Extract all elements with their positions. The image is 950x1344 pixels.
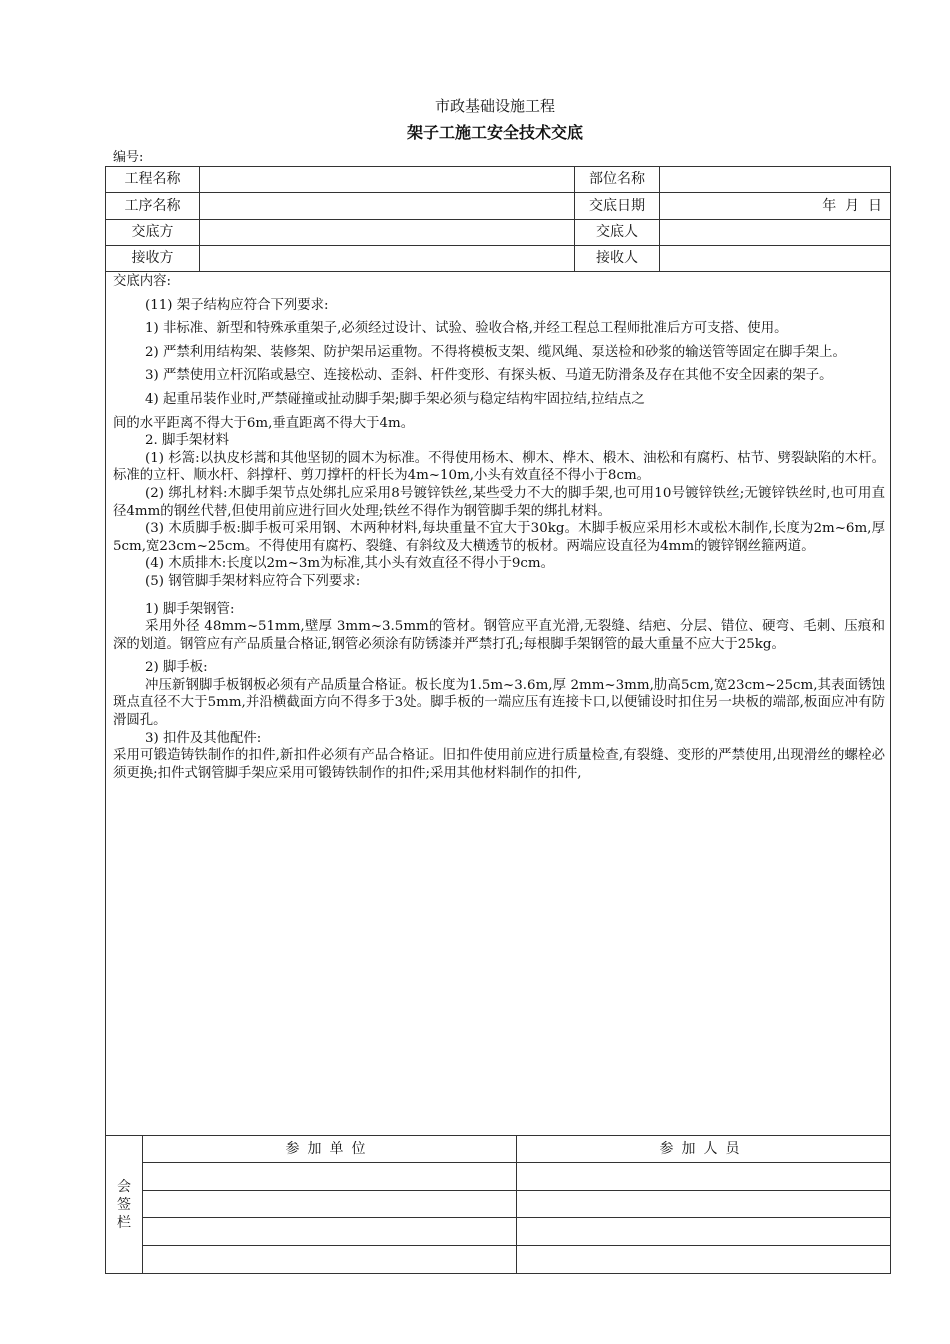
content-paragraph: 1) 非标准、新型和特殊承重架子,必须经过设计、试验、验收合格,并经工程总工程师批准后方可支搭、使用。 xyxy=(145,321,788,337)
process-name-label: 工序名称 xyxy=(124,198,181,214)
signoff-row-divider xyxy=(142,1217,891,1218)
signoff-side-label xyxy=(106,1136,142,1273)
content-paragraph: 3) 严禁使用立杆沉陷或悬空、连接松动、歪斜、杆件变形、有探头板、马道无防滑条及存在其他不安全因素的架子。 xyxy=(145,368,833,384)
signoff-row-divider xyxy=(142,1162,891,1163)
document-title: 架子工施工安全技术交底 xyxy=(406,123,583,142)
content-paragraph: (2) 绑扎材料:木脚手架节点处绑扎应采用8号镀锌铁丝,某些受力不大的脚手架,也可用10号镀锌铁丝;无镀锌铁丝时,也可用直径4mm的钢丝代替,但使用前应进行回火处理;铁丝不得作为钢管脚手架的绑扎材料。 xyxy=(113,485,885,519)
part-name-value[interactable] xyxy=(660,166,890,192)
signoff-side-char: 栏 xyxy=(117,1214,131,1231)
handover-person-value[interactable] xyxy=(660,219,890,245)
handover-party-value[interactable] xyxy=(200,219,574,245)
content-body xyxy=(113,273,885,782)
date-label: 交底日期 xyxy=(589,198,645,214)
signoff-side-char: 签 xyxy=(117,1196,131,1213)
content-paragraph: (3) 木质脚手板:脚手板可采用钢、木两种材料,每块重量不宜大于30kg。木脚手板应采用杉木或松木制作,长度为2m~6m,厚5cm,宽23cm~25cm。不得使用有腐朽、裂缝、有斜纹及大横透节的板材。两端应设直径为4mm的镀锌钢丝箍两道。 xyxy=(113,521,885,554)
content-paragraph: 3) 扣件及其他配件: xyxy=(145,730,262,746)
content-paragraph: 间的水平距离不得大于6m,垂直距离不得大于4m。 xyxy=(113,415,415,431)
content-paragraph: 4) 起重吊装作业时,严禁碰撞或扯动脚手架;脚手架必须与稳定结构牢固拉结,拉结点之 xyxy=(145,391,645,407)
handover-party-label: 交底方 xyxy=(131,224,174,240)
content-paragraph: 2) 严禁利用结构架、装修架、防护架吊运重物。不得将模板支架、缆风绳、泵送检和砂浆的输送管等固定在脚手架上。 xyxy=(145,344,846,360)
part-name-label: 部位名称 xyxy=(589,171,645,187)
signoff-row-divider xyxy=(142,1245,891,1246)
content-paragraph: (4) 木质排木:长度以2m~3m为标准,其小头有效直径不得小于9cm。 xyxy=(145,556,554,572)
content-paragraph: 冲压新钢脚手板钢板必须有产品质量合格证。板长度为1.5m~3.6m,厚 2mm~3mm,肋高5cm,宽23cm~25cm,其表面锈蚀斑点直径不大于5mm,并沿横截面方向不得多于3处。脚手板的一端应压有连接卡口,以便铺设时扣住另一块板的端部,板面应冲有防滑圆孔。 xyxy=(113,677,885,729)
content-paragraph: 2. 脚手架材料 xyxy=(145,433,229,449)
receiving-party-value[interactable] xyxy=(200,245,574,271)
content-paragraph: 1) 脚手架钢管: xyxy=(145,601,235,617)
content-paragraph: 采用可锻造铸铁制作的扣件,新扣件必须有产品合格证。旧扣件使用前应进行质量检查,有裂缝、变形的严禁使用,出现滑丝的螺栓必须更换;扣件式钢管脚手架应采用可锻铸铁制作的扣件;采用其他材料制作的扣件, xyxy=(113,748,885,781)
signoff-side-char: 会 xyxy=(117,1178,131,1195)
content-paragraph: 采用外径 48mm~51mm,壁厚 3mm~3.5mm的管材。钢管应平直光滑,无裂缝、结疤、分层、错位、硬弯、毛刺、压痕和深的划道。钢管应有产品质量合格证,钢管必须涂有防锈漆并严禁打孔;每根脚手架钢管的最大重量不应大于25kg。 xyxy=(113,619,885,652)
process-name-value[interactable] xyxy=(200,193,574,219)
signoff-row-divider xyxy=(142,1190,891,1191)
receiver-value[interactable] xyxy=(660,245,890,271)
document-subtitle: 市政基础设施工程 xyxy=(434,97,555,115)
content-paragraph: 2) 脚手板: xyxy=(145,660,208,676)
date-value[interactable]: 年 月 日 xyxy=(822,198,882,214)
participating-unit-header: 参加单位 xyxy=(285,1141,374,1157)
handover-person-label: 交底人 xyxy=(596,224,638,240)
project-name-label: 工程名称 xyxy=(124,171,181,187)
participating-person-header: 参加人员 xyxy=(659,1141,748,1157)
row-divider xyxy=(105,271,891,272)
content-paragraph: (5) 钢管脚手架材料应符合下列要求: xyxy=(145,573,361,589)
receiving-party-label: 接收方 xyxy=(131,250,174,266)
project-name-value[interactable] xyxy=(200,166,574,192)
receiver-label: 接收人 xyxy=(596,250,638,266)
content-paragraph: (11) 架子结构应符合下列要求: xyxy=(145,297,329,313)
content-paragraph: (1) 杉篙:以执皮杉蒿和其他坚韧的圆木为标准。不得使用杨木、柳木、桦木、椴木、油松和有腐朽、枯节、劈裂缺陷的木杆。标准的立杆、顺水杆、斜撑杆、剪刀撑杆的杆长为4m~10m,小头有效直径不得小于8cm。 xyxy=(113,450,885,484)
number-label: 编号: xyxy=(113,150,144,165)
content-label: 交底内容: xyxy=(113,274,172,289)
